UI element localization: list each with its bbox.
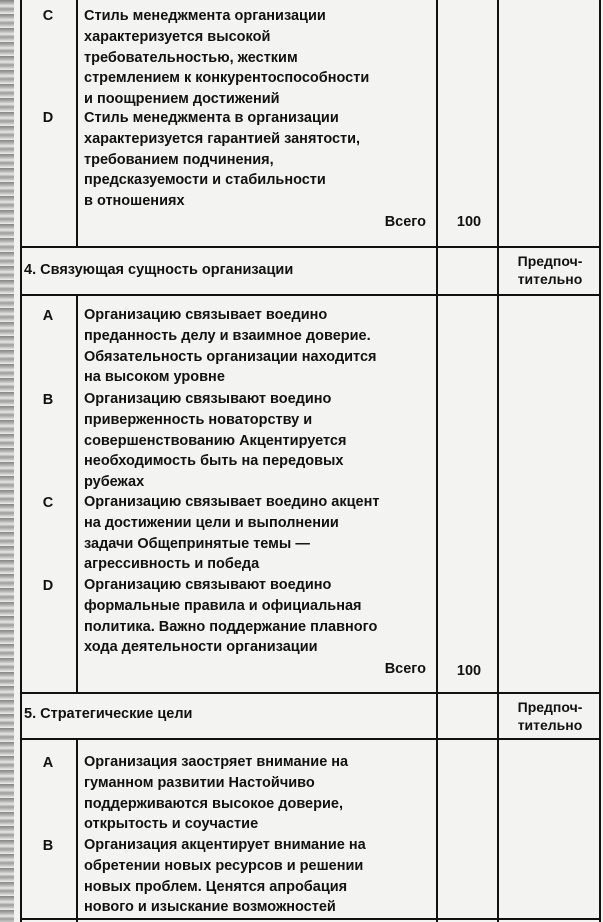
item-letter: C [42,8,54,24]
item-text: Стиль менеджмента в организации характеризуется гарантией занятости, требованием подчинения, предсказуемости и стабильности в отношениях [84,110,361,210]
letter-column-divider [76,296,78,694]
item-letter: B [42,392,54,408]
table-right-border [599,0,601,922]
item-letter: D [42,110,54,126]
now-column-divider [436,0,438,922]
total-label: Всего [384,214,426,230]
section-title: 4. Связующая сущность организации [24,262,294,278]
scan-binding-edge [0,0,14,922]
letter-column-divider [76,0,78,248]
total-label: Всего [384,661,426,677]
row-divider [20,692,601,694]
total-value: 100 [456,214,482,230]
item-text: Организацию связывает воедино преданность делу и взаимное доверие. Обязательность организации находится на высоком уровне [84,307,377,386]
preferred-column-header: Предпоч- тительно [517,253,583,287]
item-text: Организацию связывают воедино приверженность новаторству и совершенствованию Акцентируется необходимость быть на передовых рубежах [84,391,347,491]
item-letter: C [42,495,54,511]
item-letter: B [42,838,54,854]
total-value: 100 [456,663,482,679]
row-divider [20,246,601,248]
table-left-border [20,0,22,922]
section-title: 5. Стратегические цели [24,706,193,722]
item-letter: A [42,755,54,771]
row-divider [20,294,601,296]
item-letter: D [42,578,54,594]
item-text: Организация заостряет внимание на гуманном развитии Настойчиво поддерживаются высокое доверие, открытость и соучастие [84,754,349,833]
row-divider [20,738,601,740]
preferred-column-divider [497,0,499,922]
preferred-column-header: Предпоч- тительно [517,699,583,733]
item-text: Организацию связывают воедино формальные правила и официальная политика. Важно поддержание плавного хода деятельности организации [84,577,378,656]
item-letter: A [42,308,54,324]
item-text: Организацию связывает воедино акцент на достижении цели и выполнении задачи Общепринятые темы — агрессивность и победа [84,494,380,573]
letter-column-divider [76,740,78,922]
table-bottom-border [20,918,601,920]
item-text: Организация акцентирует внимание на обретении новых ресурсов и решении новых проблем. Ценятся апробация нового и изыскание возможностей [84,837,366,916]
item-text: Стиль менеджмента организации характеризуется высокой требовательностью, жестким стремлением к конкурентоспособности и поощрением достижений [84,8,370,108]
